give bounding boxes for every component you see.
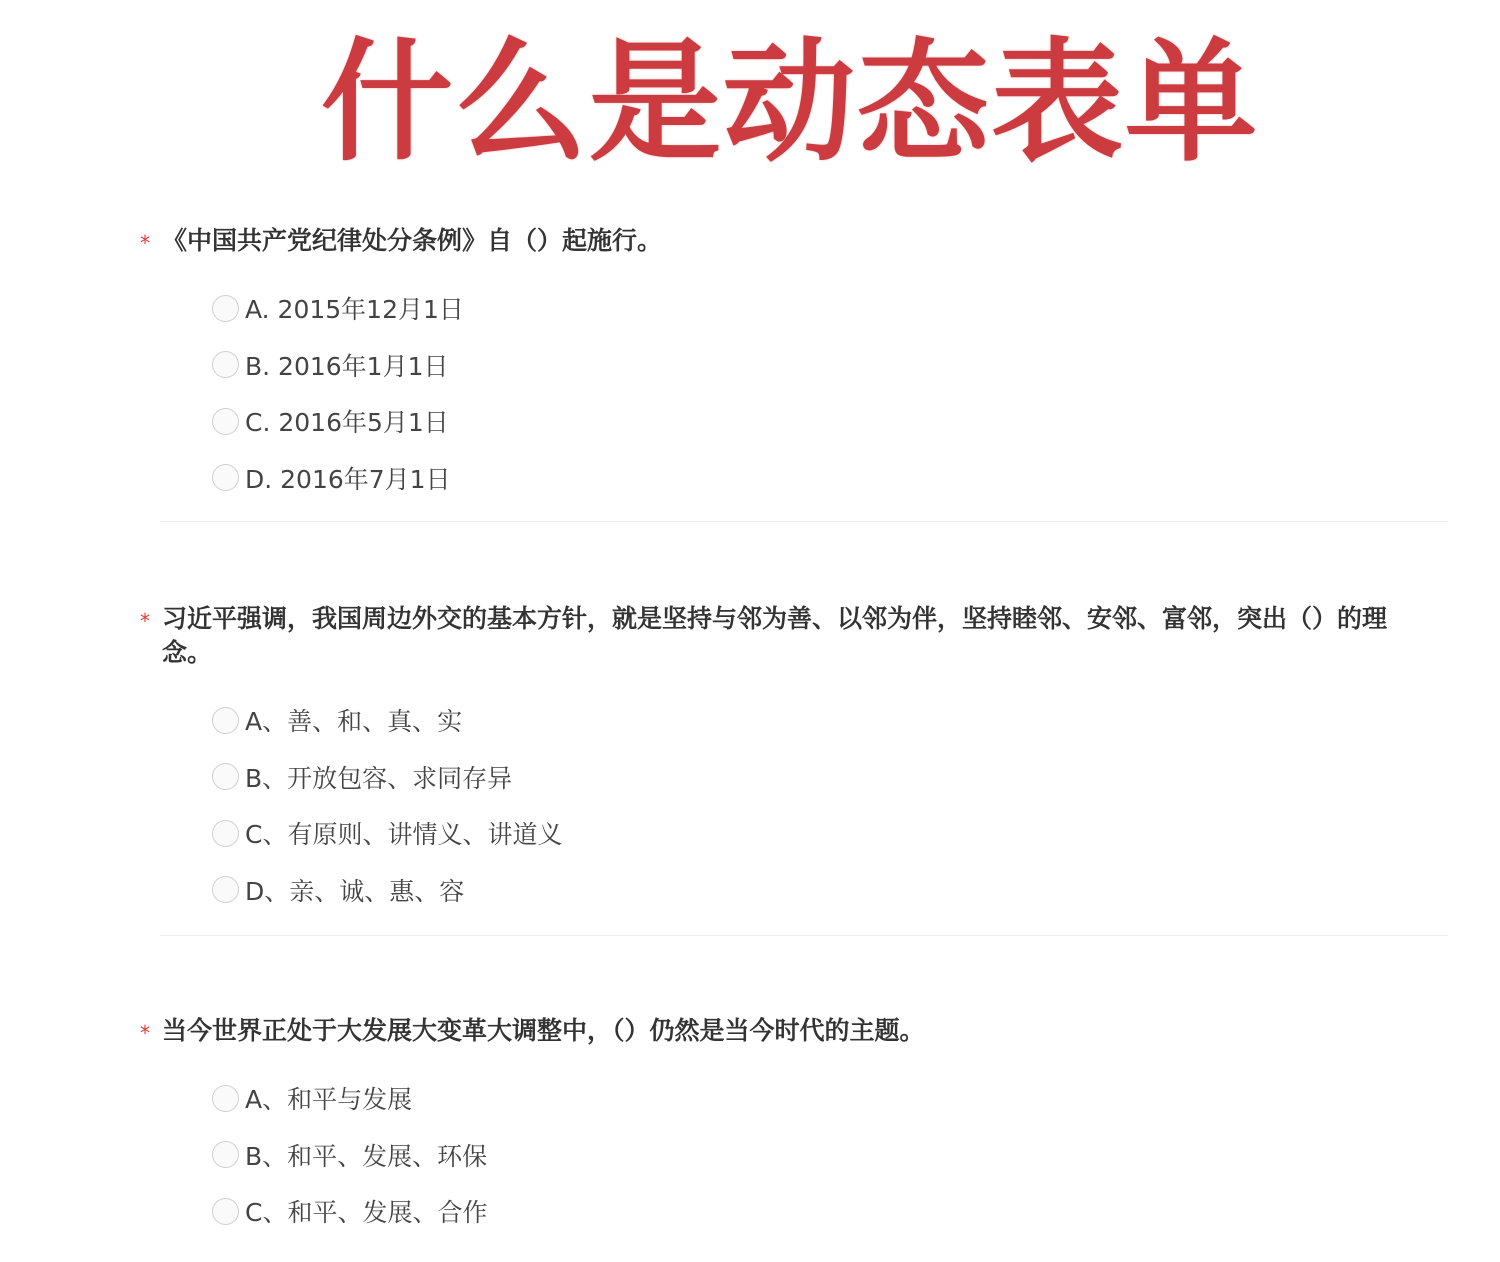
radio-button[interactable] [212,763,239,790]
radio-button[interactable] [212,464,239,491]
options-group [212,692,1450,918]
option-label: B、和平、发展、环保 [245,1141,488,1171]
option-label: D、亲、诚、惠、容 [245,876,465,906]
option-c[interactable] [212,1183,1450,1240]
option-label: C. 2016年5月1日 [245,408,449,438]
option-a[interactable] [212,692,1450,749]
question-2 [140,602,1450,918]
radio-button[interactable] [212,1198,239,1225]
question-text: 习近平强调，我国周边外交的基本方针，就是坚持与邻为善、以邻为伴，坚持睦邻、安邻、富邻，突出（）的理念。 [162,604,1388,667]
option-label: C、和平、发展、合作 [245,1198,488,1228]
radio-button[interactable] [212,408,239,435]
question-3 [140,1014,1450,1240]
option-d[interactable] [212,862,1450,919]
radio-button[interactable] [212,295,239,322]
radio-button[interactable] [212,1141,239,1168]
page-title: 什么是动态表单 [321,26,1259,180]
option-a[interactable] [212,280,1450,337]
question-title [140,602,1392,670]
radio-button[interactable] [212,351,239,378]
option-c[interactable] [212,805,1450,862]
question-text: 当今世界正处于大发展大变革大调整中，（）仍然是当今时代的主题。 [162,1016,925,1045]
options-group [212,1070,1450,1240]
option-b[interactable] [212,1127,1450,1184]
option-label: A. 2015年12月1日 [245,295,464,325]
required-star: * [140,1021,150,1045]
question-text: 《中国共产党纪律处分条例》自（）起施行。 [162,226,663,255]
question-1 [140,224,1450,506]
question-title [140,1014,1392,1048]
option-b[interactable] [212,337,1450,394]
option-b[interactable] [212,749,1450,806]
option-label: C、有原则、讲情义、讲道义 [245,820,563,850]
option-a[interactable] [212,1070,1450,1127]
option-label: A、和平与发展 [245,1085,413,1115]
required-star: * [140,609,150,633]
option-d[interactable] [212,450,1450,507]
option-label: A、善、和、真、实 [245,707,463,737]
option-label: B. 2016年1月1日 [245,351,449,381]
option-c[interactable] [212,393,1450,450]
section-divider [160,521,1448,522]
question-title [140,224,1392,258]
radio-button[interactable] [212,707,239,734]
radio-button[interactable] [212,820,239,847]
option-label: B、开放包容、求同存异 [245,763,513,793]
radio-button[interactable] [212,876,239,903]
radio-button[interactable] [212,1085,239,1112]
option-label: D. 2016年7月1日 [245,464,451,494]
required-star: * [140,231,150,255]
options-group [212,280,1450,506]
section-divider [160,935,1448,936]
